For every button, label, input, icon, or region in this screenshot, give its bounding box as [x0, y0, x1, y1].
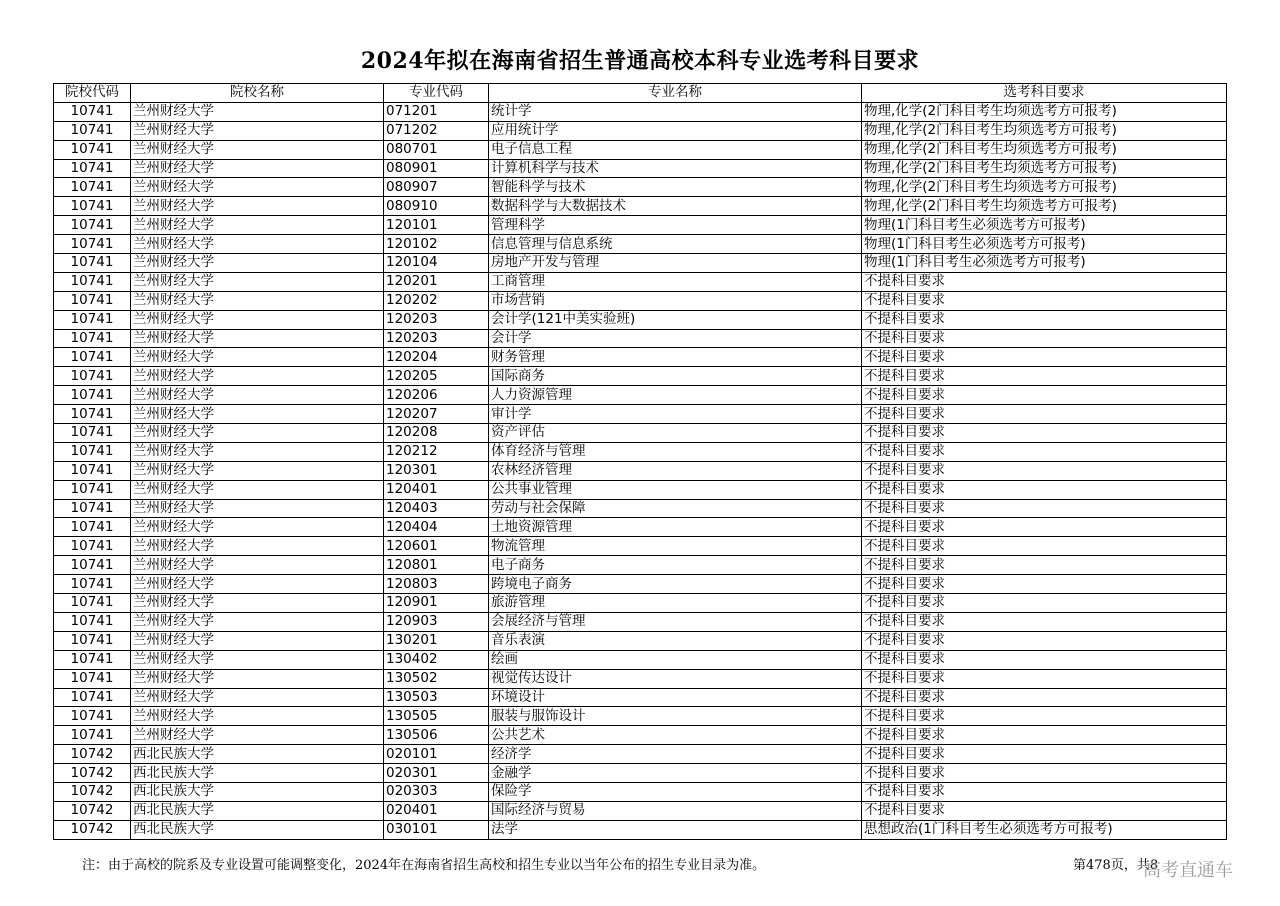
school-code-cell: 10742 [54, 745, 131, 764]
major-code-cell: 120203 [384, 310, 489, 329]
major-code-cell: 120403 [384, 499, 489, 518]
subject-requirement-cell: 物理(1门科目考生必须选考方可报考) [862, 216, 1227, 235]
school-code-cell: 10741 [54, 442, 131, 461]
school-name-cell: 兰州财经大学 [131, 688, 384, 707]
school-code-cell: 10741 [54, 631, 131, 650]
school-name-cell: 兰州财经大学 [131, 631, 384, 650]
school-name-cell: 西北民族大学 [131, 745, 384, 764]
table-row [54, 726, 1227, 745]
subject-requirement-cell: 不提科目要求 [862, 556, 1227, 575]
school-code-cell: 10741 [54, 329, 131, 348]
major-name-cell: 国际商务 [489, 367, 862, 386]
school-code-cell: 10741 [54, 537, 131, 556]
subject-requirement-cell: 物理,化学(2门科目考生均须选考方可报考) [862, 197, 1227, 216]
major-code-cell: 080907 [384, 178, 489, 197]
table-row [54, 121, 1227, 140]
school-code-cell: 10741 [54, 310, 131, 329]
major-code-cell: 120201 [384, 272, 489, 291]
subject-requirement-cell: 不提科目要求 [862, 405, 1227, 424]
table-row [54, 159, 1227, 178]
school-code-cell: 10741 [54, 121, 131, 140]
table-row [54, 102, 1227, 121]
school-name-cell: 兰州财经大学 [131, 556, 384, 575]
major-name-cell: 数据科学与大数据技术 [489, 197, 862, 216]
subject-requirement-cell: 不提科目要求 [862, 442, 1227, 461]
subject-requirement-cell: 物理(1门科目考生必须选考方可报考) [862, 254, 1227, 273]
subject-requirement-cell: 不提科目要求 [862, 726, 1227, 745]
major-code-cell: 120206 [384, 386, 489, 405]
table-header-row [54, 84, 1227, 103]
major-name-cell: 电子商务 [489, 556, 862, 575]
school-name-cell: 西北民族大学 [131, 782, 384, 801]
subject-requirement-cell: 不提科目要求 [862, 594, 1227, 613]
school-code-cell: 10741 [54, 594, 131, 613]
school-name-cell: 兰州财经大学 [131, 348, 384, 367]
table-row [54, 310, 1227, 329]
major-code-cell: 030101 [384, 820, 489, 839]
school-name-cell: 兰州财经大学 [131, 650, 384, 669]
school-code-cell: 10741 [54, 272, 131, 291]
school-name-cell: 兰州财经大学 [131, 537, 384, 556]
table-row [54, 594, 1227, 613]
subject-requirement-cell: 不提科目要求 [862, 461, 1227, 480]
footnote: 注：由于高校的院系及专业设置可能调整变化，2024年在海南省招生高校和招生专业以当年公布的招生专业目录为准。 [82, 858, 766, 873]
table-row [54, 499, 1227, 518]
school-code-cell: 10741 [54, 291, 131, 310]
school-code-cell: 10741 [54, 726, 131, 745]
major-name-cell: 物流管理 [489, 537, 862, 556]
school-code-cell: 10741 [54, 102, 131, 121]
major-code-cell: 130402 [384, 650, 489, 669]
table-row [54, 764, 1227, 783]
subject-requirement-cell: 不提科目要求 [862, 745, 1227, 764]
school-code-cell: 10741 [54, 669, 131, 688]
major-name-cell: 劳动与社会保障 [489, 499, 862, 518]
subject-requirement-cell: 不提科目要求 [862, 329, 1227, 348]
major-name-cell: 公共事业管理 [489, 480, 862, 499]
major-code-cell: 120102 [384, 235, 489, 254]
school-code-cell: 10741 [54, 499, 131, 518]
major-code-cell: 120104 [384, 254, 489, 273]
major-code-cell: 120101 [384, 216, 489, 235]
major-code-cell: 020401 [384, 801, 489, 820]
table-row [54, 537, 1227, 556]
subject-requirement-cell: 不提科目要求 [862, 612, 1227, 631]
school-name-cell: 兰州财经大学 [131, 461, 384, 480]
major-code-cell: 020101 [384, 745, 489, 764]
major-code-cell: 120401 [384, 480, 489, 499]
subject-requirement-cell: 不提科目要求 [862, 631, 1227, 650]
major-code-cell: 080701 [384, 140, 489, 159]
header-school-name: 院校名称 [131, 84, 384, 103]
subject-requirement-cell: 不提科目要求 [862, 707, 1227, 726]
school-name-cell: 兰州财经大学 [131, 367, 384, 386]
school-name-cell: 兰州财经大学 [131, 310, 384, 329]
school-code-cell: 10741 [54, 367, 131, 386]
major-code-cell: 120202 [384, 291, 489, 310]
table-row [54, 405, 1227, 424]
subject-requirement-cell: 物理,化学(2门科目考生均须选考方可报考) [862, 121, 1227, 140]
major-code-cell: 120903 [384, 612, 489, 631]
major-code-cell: 130506 [384, 726, 489, 745]
major-code-cell: 120301 [384, 461, 489, 480]
major-name-cell: 会计学(121中美实验班) [489, 310, 862, 329]
school-code-cell: 10741 [54, 424, 131, 443]
major-code-cell: 130505 [384, 707, 489, 726]
table-row [54, 707, 1227, 726]
school-name-cell: 兰州财经大学 [131, 329, 384, 348]
watermark: 高考直通车 [1143, 860, 1233, 881]
subject-requirement-cell: 不提科目要求 [862, 801, 1227, 820]
table-row [54, 272, 1227, 291]
major-name-cell: 绘画 [489, 650, 862, 669]
page-info: 第478页，共8 [1073, 858, 1159, 873]
major-code-cell: 020303 [384, 782, 489, 801]
school-name-cell: 兰州财经大学 [131, 254, 384, 273]
school-code-cell: 10741 [54, 461, 131, 480]
school-code-cell: 10742 [54, 820, 131, 839]
major-name-cell: 智能科学与技术 [489, 178, 862, 197]
subject-requirement-cell: 物理,化学(2门科目考生均须选考方可报考) [862, 159, 1227, 178]
major-code-cell: 120901 [384, 594, 489, 613]
school-name-cell: 兰州财经大学 [131, 518, 384, 537]
school-name-cell: 兰州财经大学 [131, 707, 384, 726]
subject-requirement-cell: 不提科目要求 [862, 537, 1227, 556]
table-row [54, 461, 1227, 480]
school-name-cell: 兰州财经大学 [131, 272, 384, 291]
school-name-cell: 兰州财经大学 [131, 235, 384, 254]
major-code-cell: 130502 [384, 669, 489, 688]
table-row [54, 631, 1227, 650]
major-code-cell: 120601 [384, 537, 489, 556]
requirements-table [53, 83, 1227, 840]
school-code-cell: 10741 [54, 405, 131, 424]
school-code-cell: 10741 [54, 197, 131, 216]
major-code-cell: 071201 [384, 102, 489, 121]
subject-requirement-cell: 不提科目要求 [862, 764, 1227, 783]
subject-requirement-cell: 不提科目要求 [862, 518, 1227, 537]
table-row [54, 556, 1227, 575]
major-name-cell: 旅游管理 [489, 594, 862, 613]
subject-requirement-cell: 不提科目要求 [862, 348, 1227, 367]
major-code-cell: 080901 [384, 159, 489, 178]
table-row [54, 424, 1227, 443]
table-row [54, 291, 1227, 310]
major-name-cell: 审计学 [489, 405, 862, 424]
table-row [54, 575, 1227, 594]
school-name-cell: 兰州财经大学 [131, 575, 384, 594]
subject-requirement-cell: 不提科目要求 [862, 310, 1227, 329]
table-body [54, 102, 1227, 839]
table-row [54, 254, 1227, 273]
school-name-cell: 兰州财经大学 [131, 499, 384, 518]
major-name-cell: 市场营销 [489, 291, 862, 310]
header-major-name: 专业名称 [489, 84, 862, 103]
major-name-cell: 统计学 [489, 102, 862, 121]
school-name-cell: 兰州财经大学 [131, 178, 384, 197]
header-major-code: 专业代码 [384, 84, 489, 103]
school-code-cell: 10742 [54, 801, 131, 820]
header-subject-requirement: 选考科目要求 [862, 84, 1227, 103]
major-name-cell: 应用统计学 [489, 121, 862, 140]
school-code-cell: 10741 [54, 386, 131, 405]
table-row [54, 329, 1227, 348]
school-name-cell: 兰州财经大学 [131, 669, 384, 688]
table-row [54, 216, 1227, 235]
subject-requirement-cell: 不提科目要求 [862, 424, 1227, 443]
school-code-cell: 10741 [54, 254, 131, 273]
major-name-cell: 公共艺术 [489, 726, 862, 745]
school-code-cell: 10741 [54, 140, 131, 159]
major-name-cell: 经济学 [489, 745, 862, 764]
school-name-cell: 兰州财经大学 [131, 442, 384, 461]
subject-requirement-cell: 不提科目要求 [862, 782, 1227, 801]
subject-requirement-cell: 不提科目要求 [862, 688, 1227, 707]
school-name-cell: 西北民族大学 [131, 764, 384, 783]
subject-requirement-cell: 物理,化学(2门科目考生均须选考方可报考) [862, 102, 1227, 121]
major-name-cell: 房地产开发与管理 [489, 254, 862, 273]
major-name-cell: 服装与服饰设计 [489, 707, 862, 726]
major-name-cell: 工商管理 [489, 272, 862, 291]
major-code-cell: 120212 [384, 442, 489, 461]
school-name-cell: 兰州财经大学 [131, 159, 384, 178]
major-name-cell: 人力资源管理 [489, 386, 862, 405]
major-code-cell: 120203 [384, 329, 489, 348]
major-name-cell: 财务管理 [489, 348, 862, 367]
table-row [54, 612, 1227, 631]
school-name-cell: 兰州财经大学 [131, 424, 384, 443]
table-row [54, 745, 1227, 764]
major-name-cell: 视觉传达设计 [489, 669, 862, 688]
table-row [54, 518, 1227, 537]
table-row [54, 235, 1227, 254]
major-code-cell: 080910 [384, 197, 489, 216]
table-row [54, 442, 1227, 461]
major-name-cell: 管理科学 [489, 216, 862, 235]
major-name-cell: 环境设计 [489, 688, 862, 707]
major-code-cell: 120208 [384, 424, 489, 443]
major-code-cell: 071202 [384, 121, 489, 140]
major-code-cell: 120207 [384, 405, 489, 424]
table-row [54, 801, 1227, 820]
major-name-cell: 土地资源管理 [489, 518, 862, 537]
table-row [54, 688, 1227, 707]
school-name-cell: 兰州财经大学 [131, 121, 384, 140]
major-name-cell: 资产评估 [489, 424, 862, 443]
school-code-cell: 10742 [54, 764, 131, 783]
table-row [54, 197, 1227, 216]
major-code-cell: 130503 [384, 688, 489, 707]
table-row [54, 669, 1227, 688]
subject-requirement-cell: 不提科目要求 [862, 499, 1227, 518]
school-code-cell: 10742 [54, 782, 131, 801]
school-code-cell: 10741 [54, 612, 131, 631]
header-school-code: 院校代码 [54, 84, 131, 103]
school-code-cell: 10741 [54, 480, 131, 499]
school-name-cell: 兰州财经大学 [131, 726, 384, 745]
school-code-cell: 10741 [54, 518, 131, 537]
major-code-cell: 120803 [384, 575, 489, 594]
major-name-cell: 电子信息工程 [489, 140, 862, 159]
table-row [54, 140, 1227, 159]
school-name-cell: 西北民族大学 [131, 820, 384, 839]
subject-requirement-cell: 物理,化学(2门科目考生均须选考方可报考) [862, 178, 1227, 197]
school-code-cell: 10741 [54, 707, 131, 726]
table-row [54, 650, 1227, 669]
subject-requirement-cell: 物理,化学(2门科目考生均须选考方可报考) [862, 140, 1227, 159]
school-name-cell: 西北民族大学 [131, 801, 384, 820]
school-code-cell: 10741 [54, 348, 131, 367]
major-code-cell: 120404 [384, 518, 489, 537]
major-name-cell: 信息管理与信息系统 [489, 235, 862, 254]
major-code-cell: 120204 [384, 348, 489, 367]
major-name-cell: 国际经济与贸易 [489, 801, 862, 820]
school-code-cell: 10741 [54, 575, 131, 594]
school-code-cell: 10741 [54, 216, 131, 235]
school-code-cell: 10741 [54, 688, 131, 707]
subject-requirement-cell: 物理(1门科目考生必须选考方可报考) [862, 235, 1227, 254]
school-name-cell: 兰州财经大学 [131, 140, 384, 159]
subject-requirement-cell: 不提科目要求 [862, 669, 1227, 688]
major-name-cell: 法学 [489, 820, 862, 839]
school-name-cell: 兰州财经大学 [131, 612, 384, 631]
school-code-cell: 10741 [54, 235, 131, 254]
major-name-cell: 音乐表演 [489, 631, 862, 650]
school-code-cell: 10741 [54, 159, 131, 178]
school-name-cell: 兰州财经大学 [131, 197, 384, 216]
major-name-cell: 体育经济与管理 [489, 442, 862, 461]
table-row [54, 367, 1227, 386]
table-row [54, 782, 1227, 801]
school-name-cell: 兰州财经大学 [131, 405, 384, 424]
major-code-cell: 020301 [384, 764, 489, 783]
major-name-cell: 保险学 [489, 782, 862, 801]
major-code-cell: 120205 [384, 367, 489, 386]
school-code-cell: 10741 [54, 178, 131, 197]
major-name-cell: 农林经济管理 [489, 461, 862, 480]
table-row [54, 178, 1227, 197]
major-name-cell: 会计学 [489, 329, 862, 348]
subject-requirement-cell: 思想政治(1门科目考生必须选考方可报考) [862, 820, 1227, 839]
subject-requirement-cell: 不提科目要求 [862, 272, 1227, 291]
school-code-cell: 10741 [54, 650, 131, 669]
school-name-cell: 兰州财经大学 [131, 216, 384, 235]
school-code-cell: 10741 [54, 556, 131, 575]
page-title: 2024年拟在海南省招生普通高校本科专业选考科目要求 [360, 48, 920, 74]
table-row [54, 348, 1227, 367]
school-name-cell: 兰州财经大学 [131, 480, 384, 499]
major-name-cell: 会展经济与管理 [489, 612, 862, 631]
subject-requirement-cell: 不提科目要求 [862, 480, 1227, 499]
major-name-cell: 计算机科学与技术 [489, 159, 862, 178]
school-name-cell: 兰州财经大学 [131, 291, 384, 310]
subject-requirement-cell: 不提科目要求 [862, 367, 1227, 386]
table-row [54, 480, 1227, 499]
major-name-cell: 金融学 [489, 764, 862, 783]
table-row [54, 820, 1227, 839]
school-name-cell: 兰州财经大学 [131, 594, 384, 613]
subject-requirement-cell: 不提科目要求 [862, 291, 1227, 310]
subject-requirement-cell: 不提科目要求 [862, 575, 1227, 594]
table-row [54, 386, 1227, 405]
subject-requirement-cell: 不提科目要求 [862, 650, 1227, 669]
major-name-cell: 跨境电子商务 [489, 575, 862, 594]
major-code-cell: 120801 [384, 556, 489, 575]
major-code-cell: 130201 [384, 631, 489, 650]
subject-requirement-cell: 不提科目要求 [862, 386, 1227, 405]
school-name-cell: 兰州财经大学 [131, 386, 384, 405]
school-name-cell: 兰州财经大学 [131, 102, 384, 121]
